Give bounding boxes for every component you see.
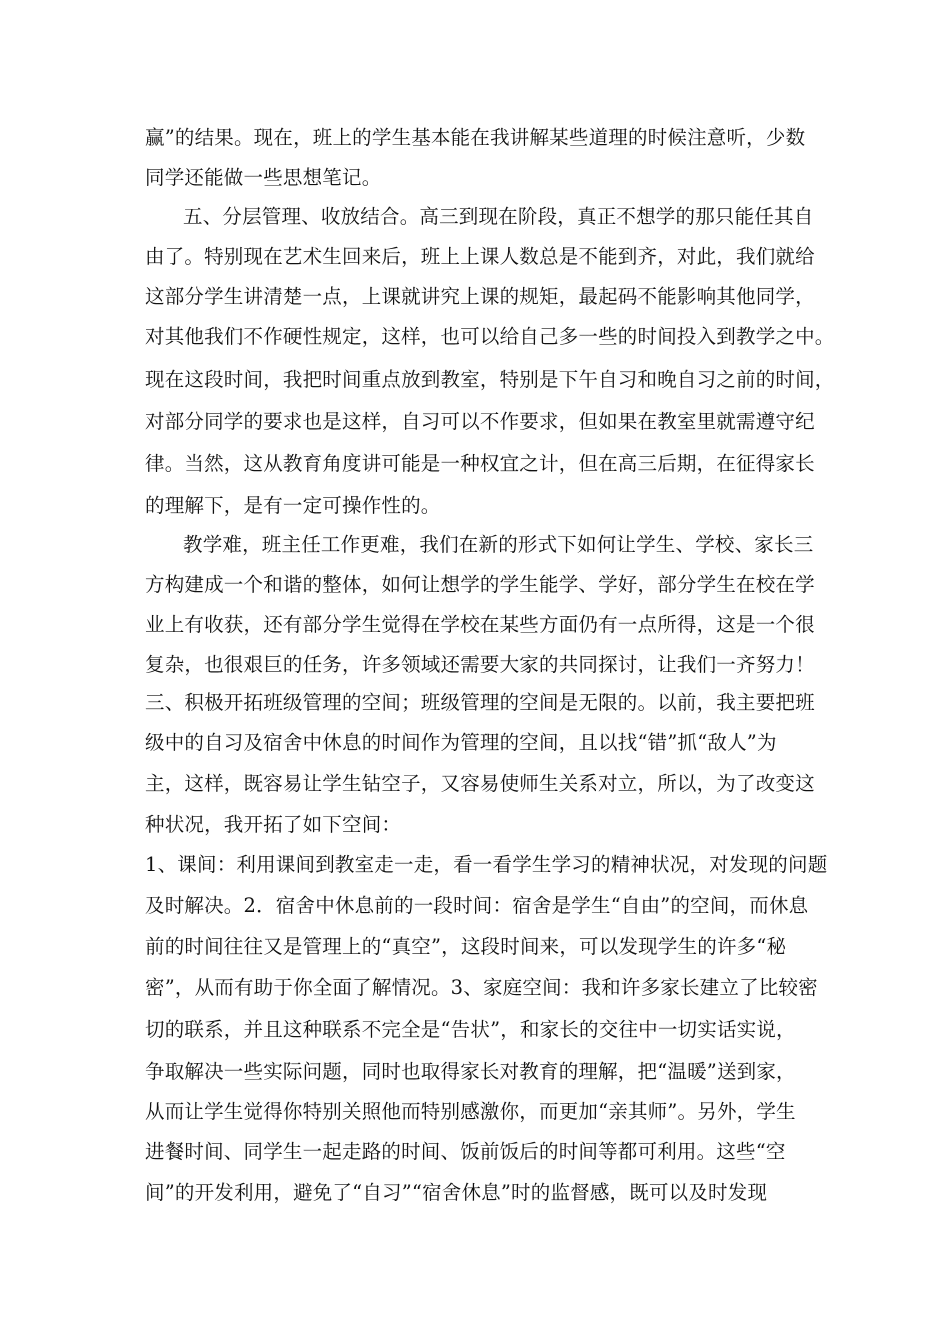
text-line: 律。当然，这从教育角度讲可能是一种权宜之计，但在高三后期，在征得家长 (145, 452, 815, 475)
text-line: 方构建成一个和谐的整体，如何让想学的学生能学、学好，部分学生在校在学 (145, 573, 815, 596)
text-line: 业上有收获，还有部分学生觉得在学校在某些方面仍有一点所得，这是一个很 (145, 613, 815, 636)
text-line: 切的联系，并且这种联系不完全是“告状”，和家长的交往中一切实话实说， (145, 1018, 796, 1041)
text-line: 赢”的结果。现在，班上的学生基本能在我讲解某些道理的时候注意听，少数 (145, 126, 806, 149)
text-line: 从而让学生觉得你特别关照他而特别感激你，而更加“亲其师”。另外，学生 (145, 1100, 796, 1123)
text-line: 间”的开发利用，避免了“自习”“宿舍休息”时的监督感，既可以及时发现 (145, 1181, 768, 1204)
text-line: 对其他我们不作硬性规定，这样，也可以给自己多一些的时间投入到教学之中。 (145, 325, 835, 348)
text-line: 密”，从而有助于你全面了解情况。3、家庭空间：我和许多家长建立了比较密 (145, 976, 818, 999)
text-line: 种状况，我开拓了如下空间： (145, 813, 402, 836)
text-line: 主，这样，既容易让学生钻空子，又容易使师生关系对立，所以，为了改变这 (145, 772, 815, 795)
text-line: 争取解决一些实际问题，同时也取得家长对教育的理解，把“温暖”送到家， (145, 1060, 796, 1083)
text-line: 的理解下，是有一定可操作性的。 (145, 494, 441, 517)
paragraph-start-line: 教学难，班主任工作更难，我们在新的形式下如何让学生、学校、家长三 (183, 533, 814, 556)
text-line: 进餐时间、同学生一起走路的时间、饭前饭后的时间等都可利用。这些“空 (145, 1140, 786, 1163)
text-line: 1、课间：利用课间到教室走一走，看一看学生学习的精神状况，对发现的问题 (145, 853, 828, 876)
text-line: 现在这段时间，我把时间重点放到教室，特别是下午自习和晚自习之前的时间， (145, 368, 835, 391)
text-line: 同学还能做一些思想笔记。 (145, 166, 382, 189)
text-line: 前的时间往往又是管理上的“真空”，这段时间来，可以发现学生的许多“秘 (145, 935, 787, 958)
paragraph-start-line: 五、分层管理、收放结合。高三到现在阶段，真正不想学的那只能任其自 (183, 205, 814, 228)
text-line: 这部分学生讲清楚一点，上课就讲究上课的规矩，最起码不能影响其他同学， (145, 285, 815, 308)
text-line: 级中的自习及宿舍中休息的时间作为管理的空间，且以找“错”抓“敌人”为 (145, 731, 777, 754)
section-heading-line: 三、积极开拓班级管理的空间；班级管理的空间是无限的。以前，我主要把班 (145, 691, 815, 714)
text-line: 复杂，也很艰巨的任务，许多领域还需要大家的共同探讨，让我们一齐努力！ (145, 653, 815, 676)
text-line: 及时解决。2．宿舍中休息前的一段时间：宿舍是学生“自由”的空间，而休息 (145, 894, 809, 917)
text-line: 对部分同学的要求也是这样，自习可以不作要求，但如果在教室里就需遵守纪 (145, 410, 815, 433)
text-line: 由了。特别现在艺术生回来后，班上上课人数总是不能到齐，对此，我们就给 (145, 245, 815, 268)
